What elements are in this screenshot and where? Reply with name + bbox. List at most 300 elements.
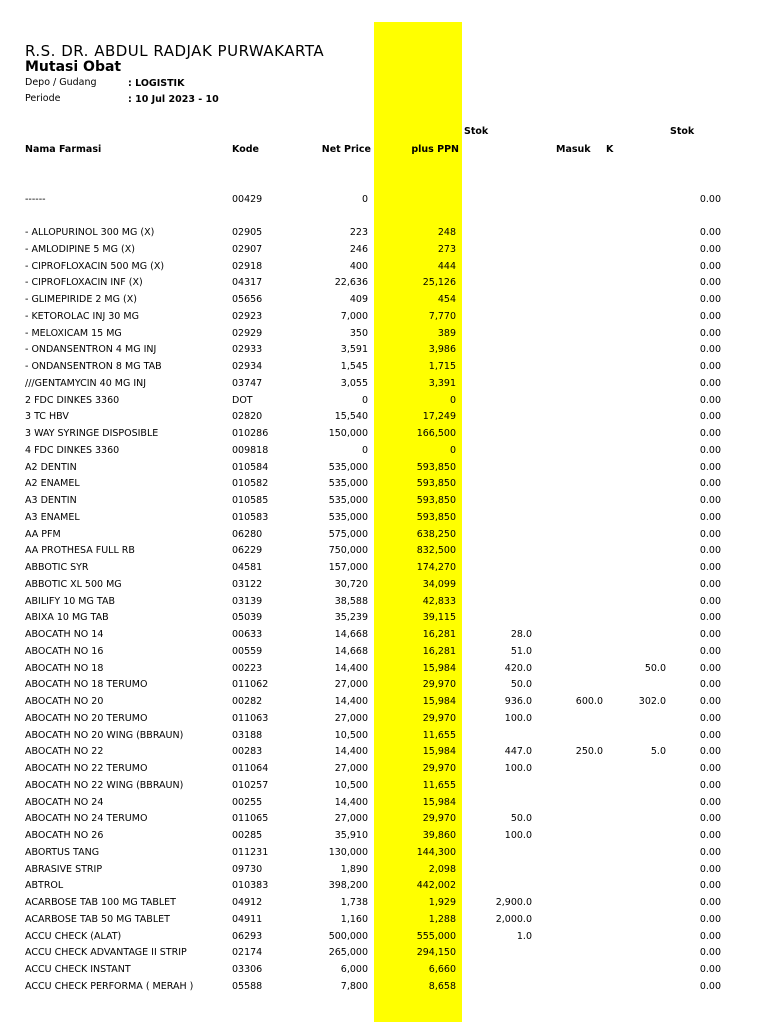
nama-cell: - CIPROFLOXACIN 500 MG (X) [25,260,165,272]
table-row [0,609,768,626]
table-row [0,341,768,358]
plus-ppn-cell: 15,984 [422,696,456,707]
stok-akhir-cell: 0.00 [699,528,721,540]
net-price-cell: 265,000 [328,947,368,959]
net-price-cell: 27,000 [334,679,368,691]
plus-ppn-cell: 29,970 [422,712,456,724]
plus-ppn-cell: 273 [437,243,456,255]
plus-ppn-cell: 832,500 [416,545,456,557]
table-row [0,191,768,208]
net-price-cell: 27,000 [334,712,368,724]
stok-akhir-cell: 0.00 [699,947,721,959]
net-price-cell: 7,000 [340,310,368,322]
plus-ppn-cell: 0 [449,444,456,456]
table-row [0,693,768,710]
masuk-header: Masuk [556,144,591,155]
net-price-cell: 22,636 [334,277,368,289]
net-price-cell: 0 [361,194,368,205]
stok-awal-cell: 447.0 [504,746,532,758]
table-row [0,861,768,878]
net-price-cell: 500,000 [328,930,368,942]
kode-cell: 011231 [232,846,269,858]
nama-cell: AA PROTHESA FULL RB [25,545,135,557]
kode-cell: DOT [232,394,253,406]
stok-awal-cell: 100.0 [504,830,532,841]
table-row [0,727,768,744]
nama-cell: - KETOROLAC INJ 30 MG [25,310,139,322]
stok-akhir-cell: 0.00 [699,629,721,640]
net-price-cell: 535,000 [328,461,368,473]
nama-cell: ACARBOSE TAB 50 MG TABLET [25,913,170,925]
table-row [0,576,768,593]
net-price-cell: 14,668 [334,629,368,640]
stok-akhir-cell: 0.00 [699,310,721,322]
table-row [0,660,768,677]
kode-cell: 02907 [232,243,263,255]
nama-cell: ABBOTIC XL 500 MG [25,578,122,590]
plus-ppn-cell: 15,984 [422,746,456,758]
table-row [0,978,768,995]
plus-ppn-cell: 16,281 [422,629,456,640]
net-price-cell: 0 [361,394,368,406]
table-row [0,492,768,509]
nama-cell: ACCU CHECK PERFORMA ( MERAH ) [25,980,194,992]
nama-cell: ACCU CHECK INSTANT [25,964,131,975]
kode-cell: 03747 [232,377,263,389]
stok-akhir-cell: 0.00 [699,913,721,925]
table-row [0,542,768,559]
plus-ppn-cell: 144,300 [416,846,456,858]
stok-akhir-cell: 0.00 [699,411,721,423]
nama-cell: 4 FDC DINKES 3360 [25,444,120,456]
net-price-cell: 1,545 [340,361,368,372]
kode-cell: 06293 [232,930,263,942]
kode-cell: 05656 [232,294,263,305]
keluar-cell: 50.0 [644,662,666,674]
nama-cell: ABIXA 10 MG TAB [25,612,109,624]
stok-awal-header: Stok [464,126,489,137]
document-title: Mutasi Obat [25,59,122,75]
stok-akhir-cell: 0.00 [699,729,721,741]
plus-ppn-cell: 442,002 [416,880,456,892]
kode-cell: 06229 [232,545,263,557]
table-row [0,475,768,492]
net-price-cell: 10,500 [334,779,368,791]
kode-cell: 011062 [232,679,269,691]
plus-ppn-cell: 3,986 [428,344,456,356]
plus-ppn-cell: 25,126 [422,277,456,289]
kode-cell: 04911 [232,913,263,925]
net-price-cell: 15,540 [334,411,368,423]
stok-akhir-cell: 0.00 [699,662,721,674]
table-row [0,325,768,342]
plus-ppn-cell: 11,655 [422,729,456,741]
kode-cell: 04317 [232,277,263,289]
table-row [0,358,768,375]
plus-ppn-cell: 39,860 [422,830,456,841]
table-row [0,877,768,894]
nama-cell: A3 DENTIN [25,495,77,506]
net-price-header: Net Price [321,144,371,155]
table-row [0,392,768,409]
table-row [0,442,768,459]
stok-akhir-cell: 0.00 [699,863,721,875]
nama-cell: AA PFM [25,528,61,540]
nama-cell: A2 DENTIN [25,461,77,473]
kode-header: Kode [232,144,259,155]
stok-akhir-cell: 0.00 [699,227,721,238]
kode-cell: 02933 [232,344,263,356]
table-row [0,375,768,392]
kode-cell: 011064 [232,763,269,774]
kode-cell: 03306 [232,964,263,975]
plus-ppn-cell: 3,391 [428,377,456,389]
net-price-cell: 27,000 [334,763,368,774]
stok-akhir-cell: 0.00 [699,260,721,272]
nama-cell: ABOCATH NO 16 [25,645,104,657]
net-price-cell: 535,000 [328,511,368,523]
kode-cell: 00285 [232,830,263,841]
net-price-cell: 14,400 [334,746,368,758]
plus-ppn-cell: 29,970 [422,763,456,774]
stok-akhir-cell: 0.00 [699,277,721,289]
net-price-cell: 0 [361,444,368,456]
depo-value: : LOGISTIK [128,78,185,89]
kode-cell: 02929 [232,327,263,339]
table-row [0,777,768,794]
stok-akhir-cell: 0.00 [699,980,721,992]
stok-akhir-cell: 0.00 [699,880,721,892]
nama-cell: - ONDANSENTRON 4 MG INJ [25,344,157,356]
table-row [0,224,768,241]
net-price-cell: 750,000 [328,545,368,557]
nama-cell: 3 WAY SYRINGE DISPOSIBLE [25,428,159,439]
stok-akhir-cell: 0.00 [699,361,721,372]
stok-awal-cell: 1.0 [516,930,532,942]
net-price-cell: 535,000 [328,495,368,506]
net-price-cell: 246 [349,243,368,255]
stok-akhir-cell: 0.00 [699,243,721,255]
table-row [0,743,768,760]
stok-akhir-cell: 0.00 [699,746,721,758]
stok-akhir-cell: 0.00 [699,964,721,975]
kode-cell: 06280 [232,528,263,540]
nama-cell: ABBOTIC SYR [25,562,89,573]
net-price-cell: 409 [349,294,368,305]
plus-ppn-cell: 17,249 [422,411,456,423]
plus-ppn-cell: 638,250 [416,528,456,540]
stok-akhir-cell: 0.00 [699,344,721,356]
net-price-cell: 350 [349,327,368,339]
table-row [0,710,768,727]
plus-ppn-cell: 555,000 [416,930,456,942]
stok-akhir-cell: 0.00 [699,511,721,523]
periode-value: : 10 Jul 2023 - 10 [128,94,219,105]
stok-akhir-cell: 0.00 [699,394,721,406]
stok-akhir-cell: 0.00 [699,294,721,305]
stok-awal-cell: 50.0 [510,679,532,691]
stok-akhir-cell: 0.00 [699,377,721,389]
kode-cell: 010585 [232,495,269,506]
nama-cell: - ALLOPURINOL 300 MG (X) [25,227,155,238]
kode-cell: 04581 [232,562,263,573]
table-row [0,760,768,777]
net-price-cell: 3,055 [340,377,368,389]
masuk-cell: 600.0 [575,696,603,707]
stok-akhir-cell: 0.00 [699,444,721,456]
stok-akhir-cell: 0.00 [699,679,721,691]
net-price-cell: 38,588 [334,595,368,607]
table-row [0,241,768,258]
stok-akhir-cell: 0.00 [699,830,721,841]
table-row [0,626,768,643]
nama-cell: ABOCATH NO 22 [25,746,104,758]
nama-cell: ABRASIVE STRIP [25,863,103,875]
net-price-cell: 6,000 [340,964,368,975]
plus-ppn-cell: 174,270 [416,562,456,573]
kode-cell: 05039 [232,612,263,624]
kode-cell: 010584 [232,461,269,473]
plus-ppn-cell: 39,115 [422,612,456,624]
kode-cell: 00633 [232,629,263,640]
plus-ppn-cell: 34,099 [422,578,456,590]
net-price-cell: 1,160 [340,913,368,925]
keluar-cell: 302.0 [638,696,666,707]
kode-cell: 00429 [232,194,263,205]
net-price-cell: 30,720 [334,578,368,590]
stok-awal-cell: 28.0 [510,629,532,640]
stok-akhir-cell: 0.00 [699,779,721,791]
kode-cell: 010583 [232,511,269,523]
table-row [0,844,768,861]
nama-cell: ABOCATH NO 24 TERUMO [25,813,148,825]
nama-farmasi-header: Nama Farmasi [25,144,102,155]
table-row [0,676,768,693]
plus-ppn-cell: 454 [437,294,456,305]
net-price-cell: 35,910 [334,830,368,841]
nama-cell: ACCU CHECK ADVANTAGE II STRIP [25,947,187,959]
net-price-cell: 14,400 [334,696,368,707]
nama-cell: ABOCATH NO 14 [25,629,104,640]
table-row [0,258,768,275]
table-row [0,810,768,827]
kode-cell: 09730 [232,863,263,875]
plus-ppn-cell: 444 [437,260,456,272]
table-row [0,928,768,945]
stok-akhir-cell: 0.00 [699,813,721,825]
kode-cell: 00559 [232,645,263,657]
nama-cell: ABTROL [25,880,64,892]
net-price-cell: 1,738 [340,897,368,908]
stok-akhir-cell: 0.00 [699,562,721,573]
plus-ppn-cell: 42,833 [422,595,456,607]
kode-cell: 010582 [232,478,269,490]
plus-ppn-cell: 15,984 [422,662,456,674]
kode-cell: 011065 [232,813,269,825]
kode-cell: 00223 [232,662,263,674]
table-row [0,526,768,543]
keluar-cell: 5.0 [650,746,666,758]
net-price-cell: 27,000 [334,813,368,825]
table-row [0,291,768,308]
plus-ppn-cell: 389 [437,327,456,339]
stok-akhir-cell: 0.00 [699,712,721,724]
stok-awal-cell: 936.0 [504,696,532,707]
nama-cell: 2 FDC DINKES 3360 [25,394,120,406]
nama-cell: - CIPROFLOXACIN INF (X) [25,277,143,289]
nama-cell: - AMLODIPINE 5 MG (X) [25,243,135,255]
table-row [0,559,768,576]
table-row [0,593,768,610]
nama-cell: - MELOXICAM 15 MG [25,327,122,339]
table-row [0,509,768,526]
nama-cell: ------ [25,194,46,205]
plus-ppn-cell: 294,150 [416,947,456,959]
stok-akhir-cell: 0.00 [699,194,721,205]
table-row [0,894,768,911]
stok-awal-cell: 2,000.0 [495,913,532,925]
plus-ppn-cell: 248 [437,227,456,238]
kode-cell: 05588 [232,980,263,992]
stok-akhir-cell: 0.00 [699,696,721,707]
nama-cell: ABILIFY 10 MG TAB [25,595,115,607]
plus-ppn-cell: 15,984 [422,796,456,808]
plus-ppn-cell: 7,770 [428,310,456,322]
kode-cell: 010286 [232,428,269,439]
nama-cell: ABOCATH NO 22 WING (BBRAUN) [25,779,184,791]
stok-akhir-cell: 0.00 [699,645,721,657]
stok-akhir-cell: 0.00 [699,796,721,808]
stok-akhir-cell: 0.00 [699,545,721,557]
net-price-cell: 535,000 [328,478,368,490]
stok-awal-cell: 51.0 [510,645,532,657]
nama-cell: - GLIMEPIRIDE 2 MG (X) [25,294,137,305]
kode-cell: 02174 [232,947,263,959]
nama-cell: ABOCATH NO 20 WING (BBRAUN) [25,729,184,741]
plus-ppn-cell: 11,655 [422,779,456,791]
plus-ppn-cell: 1,715 [428,361,456,372]
stok-akhir-header: Stok [670,126,695,137]
kode-cell: 00283 [232,746,263,758]
nama-cell: A2 ENAMEL [25,478,80,490]
stok-awal-cell: 100.0 [504,763,532,774]
nama-cell: ABOCATH NO 26 [25,830,104,841]
plus-ppn-cell: 2,098 [428,863,456,875]
stok-akhir-cell: 0.00 [699,930,721,942]
net-price-cell: 14,668 [334,645,368,657]
stok-awal-cell: 50.0 [510,813,532,825]
nama-cell: ACARBOSE TAB 100 MG TABLET [25,897,176,908]
stok-akhir-cell: 0.00 [699,897,721,908]
net-price-cell: 3,591 [340,344,368,356]
net-price-cell: 150,000 [328,428,368,439]
kode-cell: 02820 [232,411,263,423]
kode-cell: 04912 [232,897,263,908]
nama-cell: ABOCATH NO 20 [25,696,104,707]
kode-cell: 011063 [232,712,269,724]
nama-cell: ABOCATH NO 18 TERUMO [25,679,148,691]
plus-ppn-cell: 593,850 [416,478,456,490]
net-price-cell: 130,000 [328,846,368,858]
nama-cell: ABOCATH NO 18 [25,662,104,674]
nama-cell: - ONDANSENTRON 8 MG TAB [25,361,162,372]
plus-ppn-cell: 6,660 [428,964,456,975]
plus-ppn-cell: 16,281 [422,645,456,657]
stok-akhir-cell: 0.00 [699,763,721,774]
stok-akhir-cell: 0.00 [699,478,721,490]
stok-akhir-cell: 0.00 [699,327,721,339]
table-row [0,459,768,476]
table-row [0,308,768,325]
plus-ppn-cell: 8,658 [428,980,456,992]
kode-cell: 010383 [232,880,269,892]
kode-cell: 03122 [232,578,263,590]
plus-ppn-header: plus PPN [411,144,459,155]
table-row [0,425,768,442]
stok-awal-cell: 2,900.0 [495,897,532,908]
table-row [0,794,768,811]
net-price-cell: 398,200 [328,880,368,892]
plus-ppn-cell: 29,970 [422,679,456,691]
table-row [0,408,768,425]
net-price-cell: 400 [349,260,368,272]
stok-awal-cell: 420.0 [504,662,532,674]
stok-awal-cell: 100.0 [504,712,532,724]
table-row [0,827,768,844]
nama-cell: ABOCATH NO 22 TERUMO [25,763,148,774]
net-price-cell: 157,000 [328,562,368,573]
stok-akhir-cell: 0.00 [699,461,721,473]
plus-ppn-cell: 1,288 [428,913,456,925]
nama-cell: ACCU CHECK (ALAT) [25,930,122,942]
nama-cell: ///GENTAMYCIN 40 MG INJ [25,377,147,389]
kode-cell: 009818 [232,444,269,456]
stok-akhir-cell: 0.00 [699,846,721,858]
table-row [0,274,768,291]
net-price-cell: 223 [349,227,368,238]
kode-cell: 010257 [232,779,269,791]
kode-cell: 00255 [232,796,263,808]
net-price-cell: 7,800 [340,980,368,992]
keluar-header: K [606,144,614,155]
depo-label: Depo / Gudang [25,77,97,88]
plus-ppn-cell: 593,850 [416,495,456,506]
net-price-cell: 35,239 [334,612,368,624]
stok-akhir-cell: 0.00 [699,495,721,506]
plus-ppn-cell: 29,970 [422,813,456,825]
nama-cell: A3 ENAMEL [25,511,80,523]
plus-ppn-cell: 0 [449,394,456,406]
stok-akhir-cell: 0.00 [699,612,721,624]
nama-cell: ABOCATH NO 20 TERUMO [25,712,148,724]
table-row [0,643,768,660]
kode-cell: 00282 [232,696,263,707]
plus-ppn-cell: 593,850 [416,461,456,473]
net-price-cell: 10,500 [334,729,368,741]
kode-cell: 03139 [232,595,263,607]
plus-ppn-cell: 166,500 [416,428,456,439]
nama-cell: 3 TC HBV [25,411,69,423]
kode-cell: 02918 [232,260,263,272]
periode-label: Periode [25,93,61,104]
stok-akhir-cell: 0.00 [699,595,721,607]
table-row [0,911,768,928]
table-row [0,944,768,961]
table-row [0,961,768,978]
plus-ppn-cell: 593,850 [416,511,456,523]
hospital-name: R.S. DR. ABDUL RADJAK PURWAKARTA [25,42,325,60]
kode-cell: 03188 [232,729,263,741]
